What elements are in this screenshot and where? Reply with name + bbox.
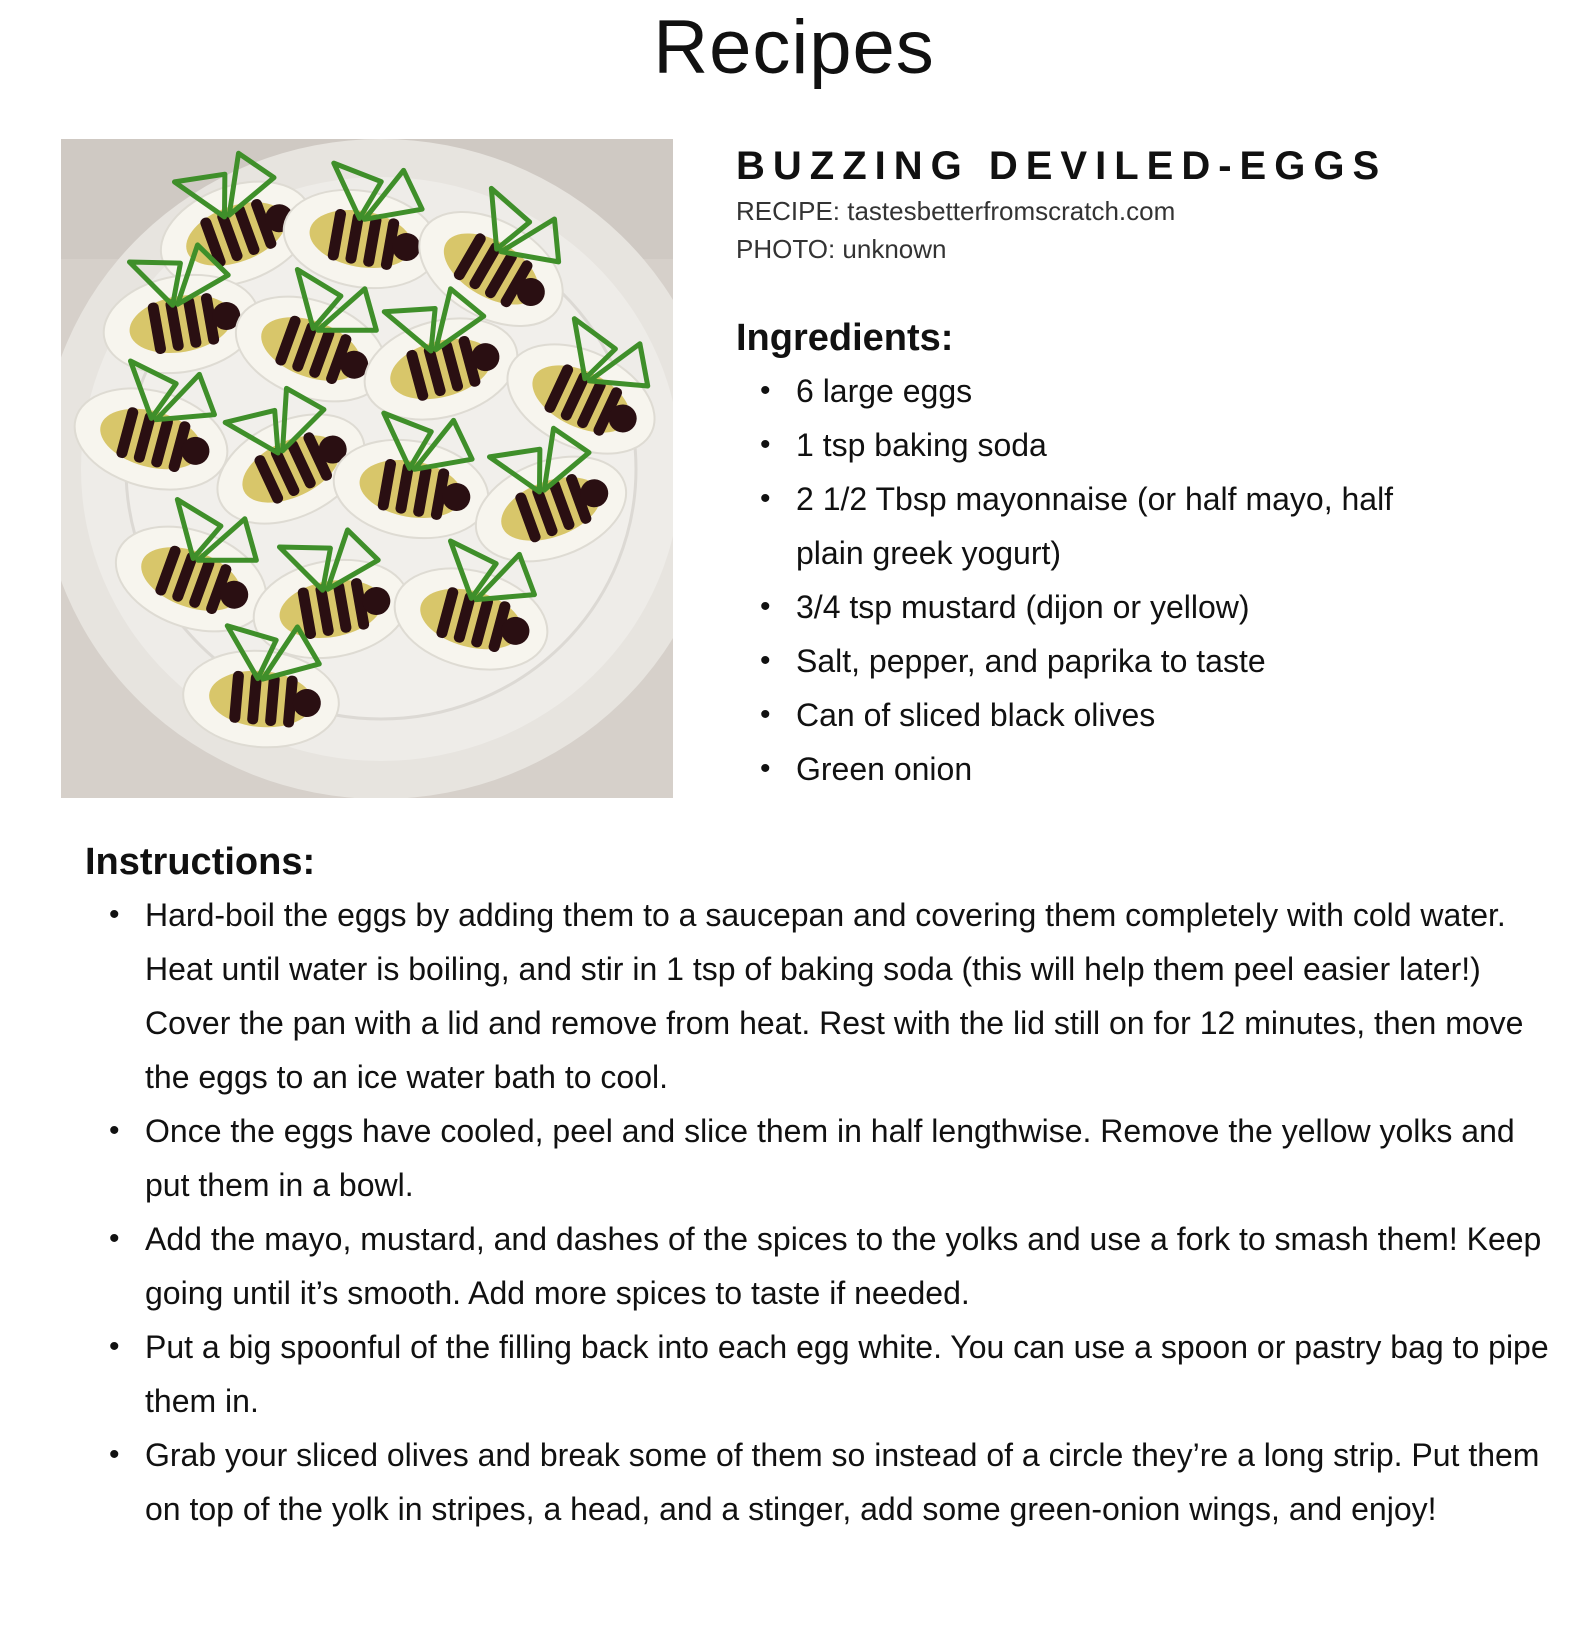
ingredients-heading: Ingredients:: [736, 317, 954, 359]
instructions-section: [85, 836, 1555, 1536]
instructions-heading: Instructions:: [85, 841, 316, 883]
instruction-step: • Once the eggs have cooled, peel and slice them in half lengthwise. Remove the yellow yolks and put them in a bowl.: [145, 1104, 1555, 1212]
ingredient-item: • 6 large eggs: [796, 364, 1556, 418]
recipe-credit: RECIPE: tastesbetterfromscratch.com: [736, 196, 1176, 226]
ingredient-item: • Salt, pepper, and paprika to taste: [796, 634, 1556, 688]
ingredient-item: • 3/4 tsp mustard (dijon or yellow): [796, 580, 1556, 634]
instruction-step: • Put a big spoonful of the filling back into each egg white. You can use a spoon or pastry bag to pipe them in.: [145, 1320, 1555, 1428]
deviled-eggs-photo: [61, 139, 673, 798]
recipe-title: BUZZING DEVILED-EGGS: [736, 144, 1388, 188]
ingredient-item: • Green onion: [796, 742, 1556, 796]
ingredient-item: • 2 1/2 Tbsp mayonnaise (or half mayo, half plain greek yogurt): [796, 472, 1436, 580]
instruction-step: • Hard-boil the eggs by adding them to a saucepan and covering them completely with cold water. Heat until water is boiling, and stir in 1 tsp of baking soda (this will help them peel easier later!) Cover the pan with a lid and remove from heat. Rest with the lid still on for 12 minutes, then move the eggs to an ice water bath to cool.: [145, 888, 1555, 1104]
photo-credit: PHOTO: unknown: [736, 234, 947, 264]
deviled-eggs-illustration: [61, 139, 673, 798]
ingredient-item: • 1 tsp baking soda: [796, 418, 1556, 472]
instruction-step: • Add the mayo, mustard, and dashes of the spices to the yolks and use a fork to smash them! Keep going until it’s smooth. Add more spices to taste if needed.: [145, 1212, 1555, 1320]
instructions-list: [85, 888, 1555, 1536]
ingredients-section: [736, 312, 1556, 796]
instruction-step: • Grab your sliced olives and break some of them so instead of a circle they’re a long strip. Put them on top of the yolk in stripes, a head, and a stinger, add some green-onion wings, and enjoy!: [145, 1428, 1555, 1536]
ingredients-list: [736, 364, 1556, 796]
recipe-header: [736, 140, 1556, 268]
page-title: Recipes: [653, 5, 935, 90]
ingredient-item: • Can of sliced black olives: [796, 688, 1556, 742]
